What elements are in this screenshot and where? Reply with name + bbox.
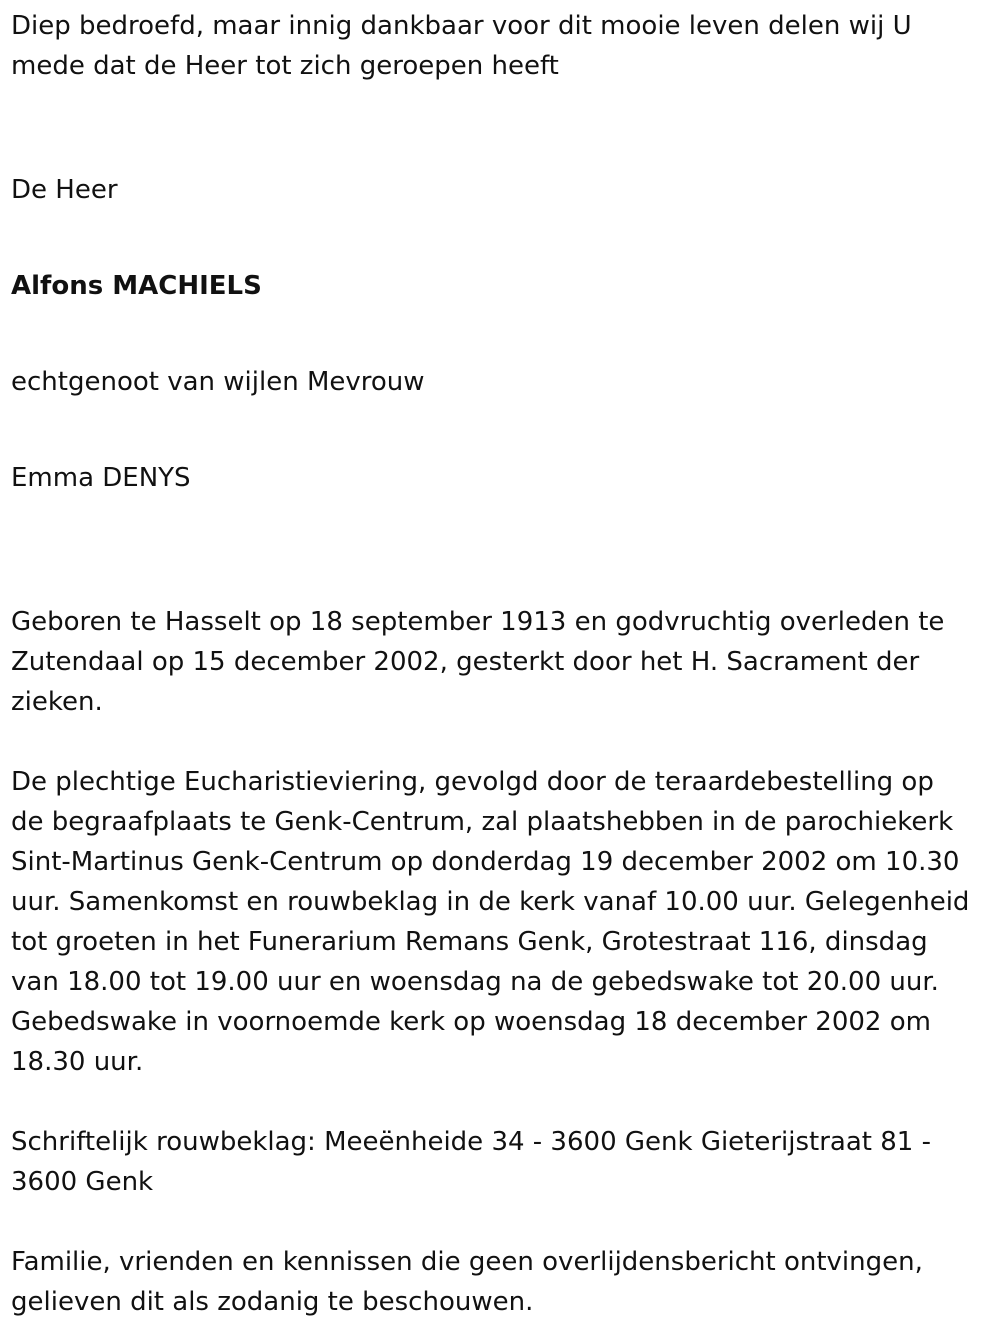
title-prefix: De Heer	[11, 175, 118, 205]
deceased-block	[11, 118, 996, 550]
spouse-name: Emma DENYS	[11, 463, 191, 493]
spouse-line: echtgenoot van wijlen Mevrouw	[11, 367, 425, 397]
intro-paragraph: Diep bedroefd, maar innig dankbaar voor dit mooie leven delen wij U mede dat de Heer tot zich geroepen heeft	[11, 11, 912, 81]
birth-death-paragraph: Geboren te Hasselt op 18 september 1913 en godvruchtig overleden te Zutendaal op 15 december 2002, gesterkt door het H. Sacrament der zieken.	[11, 607, 945, 717]
obituary-notice	[11, 0, 996, 1322]
closing-paragraph: Familie, vrienden en kennissen die geen overlijdensbericht ontvingen, gelieven dit als zodanig te beschouwen.	[11, 1247, 923, 1317]
deceased-name: Alfons MACHIELS	[11, 271, 262, 301]
condolences-paragraph: Schriftelijk rouwbeklag: Meeënheide 34 - 3600 Genk Gieterijstraat 81 - 3600 Genk	[11, 1127, 931, 1197]
ceremony-paragraph: De plechtige Eucharistieviering, gevolgd door de teraardebestelling op de begraafplaats te Genk-Centrum, zal plaatshebben in de parochiekerk Sint-Martinus Genk-Centrum op donderdag 19 december 2002 om 10.30 uur. Samenkomst en rouwbeklag in de kerk vanaf 10.00 uur. Gelegenheid tot groeten in het Funerarium Remans Genk, Grotestraat 116, dinsdag van 18.00 tot 19.00 uur en woensdag na de gebedswake tot 20.00 uur. Gebedswake in voornoemde kerk op woensdag 18 december 2002 om 18.30 uur.	[11, 767, 970, 1077]
